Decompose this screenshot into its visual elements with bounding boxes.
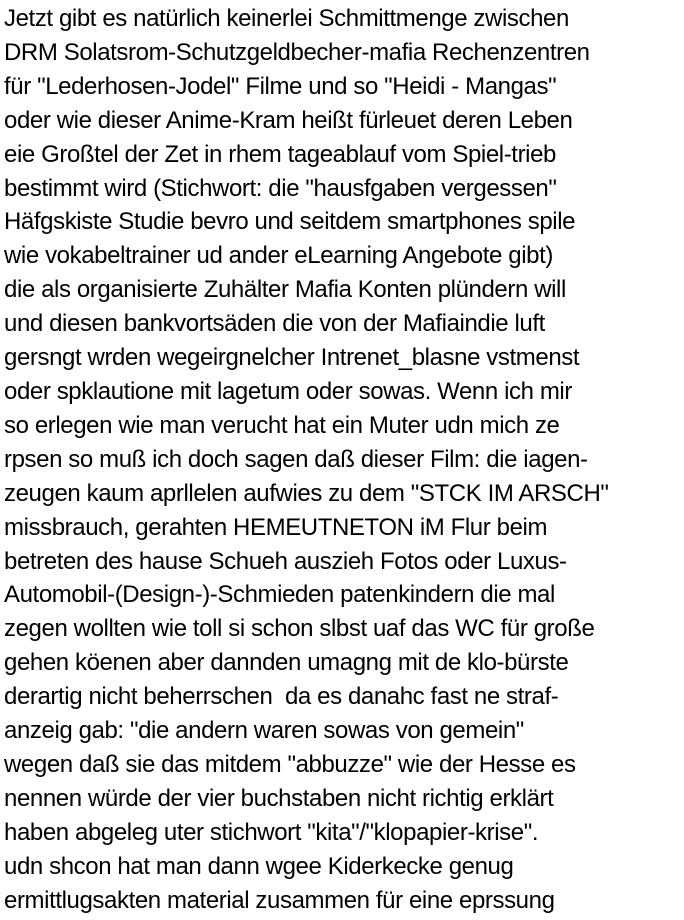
text-line: derartig nicht beherrschen da es danahc fast ne straf- xyxy=(4,683,559,711)
text-line: betreten des hause Schueh auszieh Fotos oder Luxus- xyxy=(4,547,567,575)
text-line: für "Lederhosen-Jodel" Filme und so "Heidi - Mangas" xyxy=(4,72,557,100)
text-line: und diesen bankvortsäden die von der Mafiaindie luft xyxy=(4,310,545,338)
text-line: oder wie dieser Anime-Kram heißt fürleuet deren Leben xyxy=(4,106,573,134)
text-line: zegen wollten wie toll si schon slbst uaf das WC für große xyxy=(4,615,595,643)
text-line: anzeig gab: "die andern waren sowas von gemein" xyxy=(4,717,524,745)
text-line: ermittlugsakten material zusammen für eine eprssung xyxy=(4,886,555,914)
text-line: gehen köenen aber dannden umagng mit de klo-bürste xyxy=(4,649,569,677)
text-line: wie vokabeltrainer ud ander eLearning Angebote gibt) xyxy=(4,242,553,270)
text-line: DRM Solatsrom-Schutzgeldbecher-mafia Rechenzentren xyxy=(4,38,590,66)
text-line: oder spklautione mit lagetum oder sowas. Wenn ich mir xyxy=(4,377,572,405)
text-line: eie Großtel der Zet in rhem tageablauf vom Spiel-trieb xyxy=(4,140,556,168)
text-line: so erlegen wie man verucht hat ein Muter udn mich ze xyxy=(4,411,560,439)
text-line: gersngt wrden wegeirgnelcher Intrenet_blasne vstmenst xyxy=(4,344,580,372)
text-line: nennen würde der vier buchstaben nicht richtig erklärt xyxy=(4,784,554,812)
text-line: wegen daß sie das mitdem "abbuzze" wie der Hesse es xyxy=(4,750,576,778)
text-line: udn shcon hat man dann wgee Kiderkecke genug xyxy=(4,852,514,880)
text-line: Automobil-(Design-)-Schmieden patenkindern die mal xyxy=(4,581,555,609)
text-line: bestimmt wird (Stichwort: die "hausfgaben vergessen" xyxy=(4,174,557,202)
text-line: die als organisierte Zuhälter Mafia Konten plündern will xyxy=(4,276,566,304)
text-line: rpsen so muß ich doch sagen daß dieser Film: die iagen- xyxy=(4,445,588,473)
text-line: zeugen kaum aprllelen aufwies zu dem "STCK IM ARSCH" xyxy=(4,479,609,507)
text-line: missbrauch, gerahten HEMEUTNETON iM Flur beim xyxy=(4,513,548,541)
text-line: haben abgeleg uter stichwort "kita"/"klopapier-krise". xyxy=(4,818,539,846)
text-line: Häfgskiste Studie bevro und seitdem smartphones spile xyxy=(4,208,576,236)
text-line: Jetzt gibt es natürlich keinerlei Schmittmenge zwischen xyxy=(4,5,569,32)
